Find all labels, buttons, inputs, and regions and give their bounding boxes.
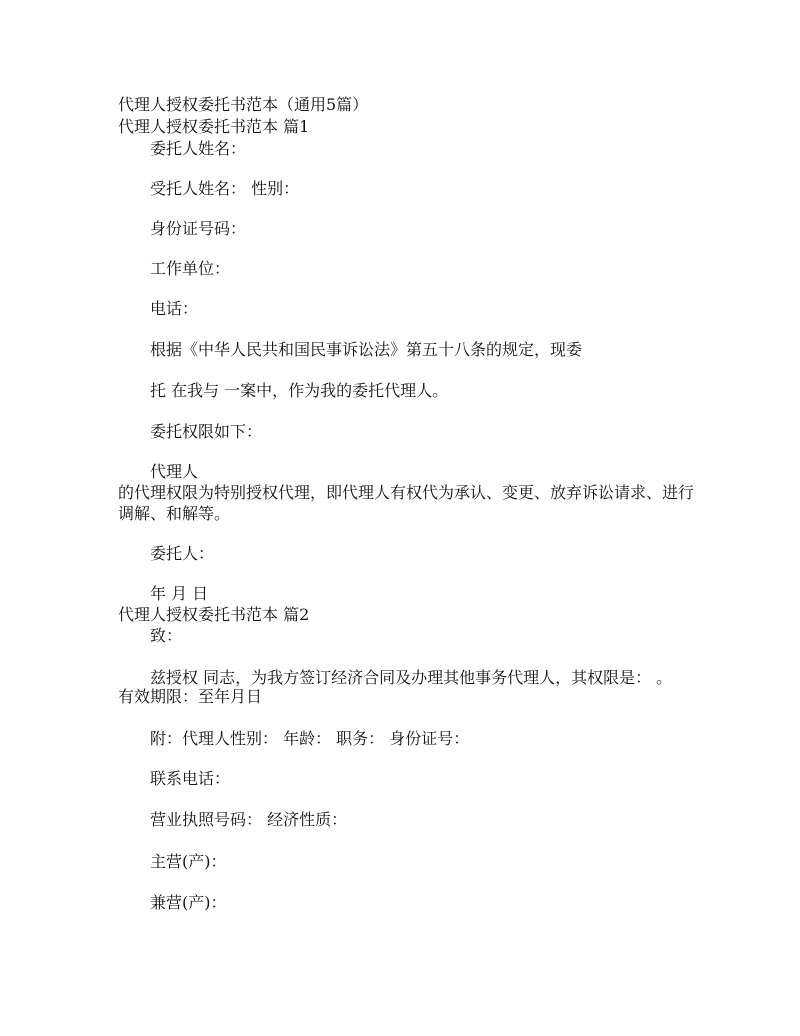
authority-description-line: 的代理权限为特别授权代理，即代理人有权代为承认、变更、放弃诉讼请求、进行: [118, 483, 695, 502]
id-number-line: 身份证号码：: [150, 219, 247, 238]
addressee-line: 致：: [150, 626, 183, 645]
main-business-line: 主营(产)：: [150, 852, 227, 871]
section-1-heading: 代理人授权委托书范本 篇1: [118, 117, 310, 136]
agent-details-line: 附：代理人性别： 年龄： 职务： 身份证号：: [150, 729, 470, 748]
authority-description-continuation: 调解、和解等。: [118, 504, 231, 523]
validity-period-line: 有效期限：至年月日: [118, 687, 263, 706]
agent-label-line: 代理人: [150, 462, 199, 481]
contact-phone-line: 联系电话：: [150, 769, 231, 788]
secondary-business-line: 兼营(产)：: [150, 893, 227, 912]
agent-name-gender-line: 受托人姓名： 性别：: [150, 179, 300, 198]
business-license-line: 营业执照号码： 经济性质：: [150, 810, 348, 829]
entrust-case-line: 托 在我与 一案中，作为我的委托代理人。: [150, 381, 449, 400]
document-main-title: 代理人授权委托书范本（通用5篇）: [118, 95, 369, 114]
section-2-heading: 代理人授权委托书范本 篇2: [118, 605, 310, 624]
authority-heading-line: 委托权限如下：: [150, 422, 263, 441]
phone-line: 电话：: [150, 299, 199, 318]
principal-name-line: 委托人姓名：: [150, 139, 247, 158]
authorization-statement-line: 兹授权 同志，为我方签订经济合同及办理其他事务代理人，其权限是： 。: [150, 668, 673, 687]
principal-signature-line: 委托人：: [150, 544, 215, 563]
work-unit-line: 工作单位：: [150, 259, 231, 278]
legal-basis-line: 根据《中华人民共和国民事诉讼法》第五十八条的规定，现委: [150, 340, 583, 359]
date-line: 年 月 日: [150, 584, 209, 603]
